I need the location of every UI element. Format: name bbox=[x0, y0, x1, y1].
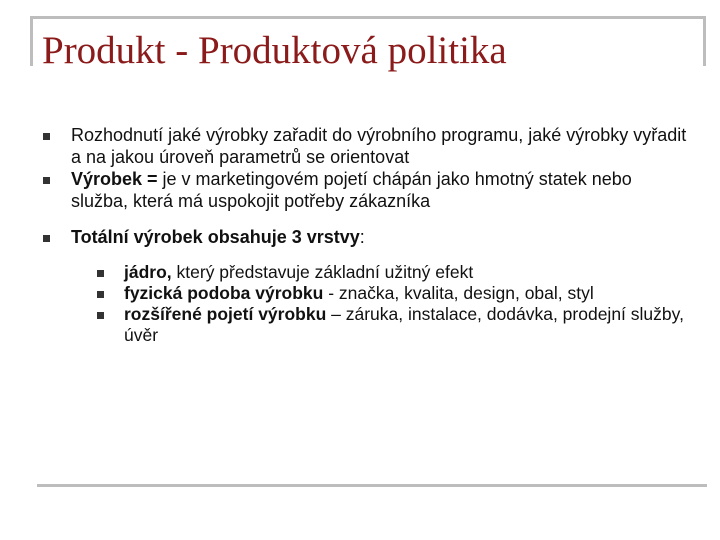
sub-bullet-list bbox=[40, 262, 690, 346]
sub-bullet-text: – záruka, instalace, dodávka, prodejní služby, úvěr bbox=[124, 304, 684, 345]
frame-top-line bbox=[30, 16, 706, 19]
sub-bullet-text: který představuje základní užitný efekt bbox=[171, 262, 474, 282]
bullet-bold-text: Totální výrobek obsahuje 3 vrstvy bbox=[71, 227, 360, 247]
bullet-item bbox=[40, 168, 690, 212]
bullet-item bbox=[40, 226, 690, 248]
square-bullet-icon bbox=[97, 291, 104, 298]
sub-bullet-bold-text: jádro, bbox=[124, 262, 172, 282]
sub-bullet-item bbox=[40, 283, 690, 304]
slide-content bbox=[40, 124, 690, 346]
bullet-text: Rozhodnutí jaké výrobky zařadit do výrobního programu, jaké výrobky vyřadit a na jakou úroveň parametrů se orientovat bbox=[71, 125, 687, 167]
sub-bullet-bold-text: rozšířené pojetí výrobku bbox=[124, 304, 327, 324]
square-bullet-icon bbox=[43, 133, 50, 140]
bullet-text: je v marketingovém pojetí chápán jako hmotný statek nebo služba, která má uspokojit potřeby zákazníka bbox=[71, 169, 632, 211]
square-bullet-icon bbox=[43, 235, 50, 242]
square-bullet-icon bbox=[97, 270, 104, 277]
frame-right-line bbox=[703, 16, 706, 66]
square-bullet-icon bbox=[43, 177, 50, 184]
sub-bullet-item bbox=[40, 262, 690, 283]
bullet-item bbox=[40, 124, 690, 168]
sub-bullet-item bbox=[40, 304, 690, 346]
frame-left-line bbox=[30, 16, 33, 66]
frame-bottom-line bbox=[37, 484, 707, 487]
sub-bullet-bold-text: fyzická podoba výrobku bbox=[124, 283, 324, 303]
bullet-list bbox=[40, 124, 690, 248]
sub-bullet-text: - značka, kvalita, design, obal, styl bbox=[323, 283, 594, 303]
square-bullet-icon bbox=[97, 312, 104, 319]
bullet-text: : bbox=[359, 227, 365, 247]
slide-title: Produkt - Produktová politika bbox=[42, 29, 507, 72]
bullet-bold-text: Výrobek = bbox=[71, 169, 158, 189]
